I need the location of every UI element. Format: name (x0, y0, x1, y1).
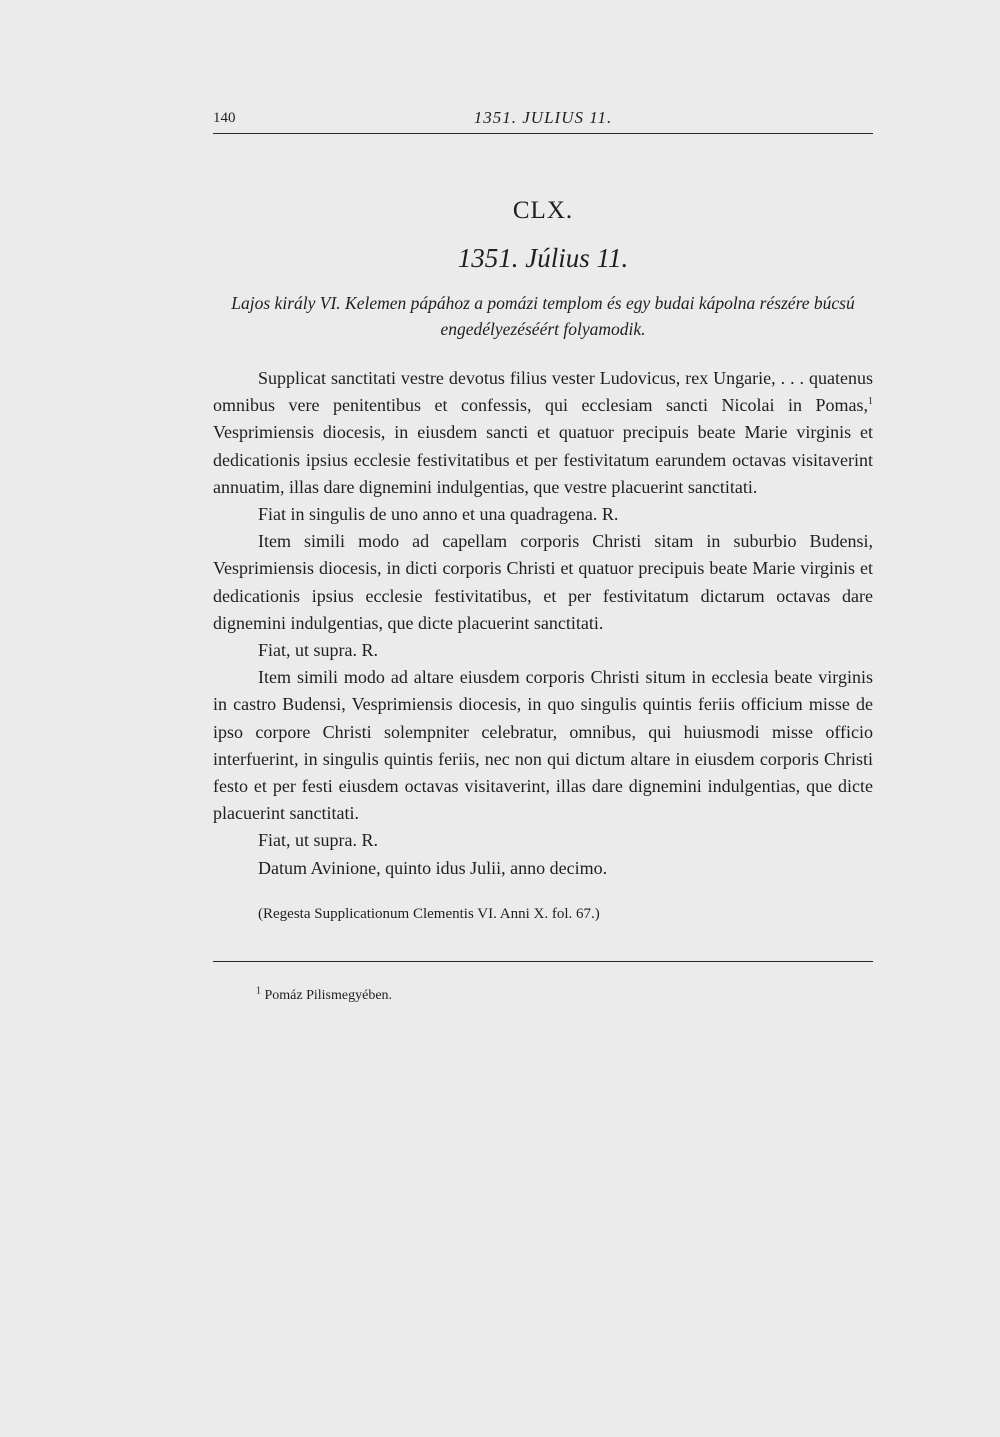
paragraph (213, 637, 873, 664)
footnote-text: Pomáz Pilismegyében. (261, 988, 393, 1003)
paragraph-text: Fiat in singulis de uno anno et una quadragena. R. (258, 504, 619, 525)
running-title: 1351. JULIUS 11. (473, 108, 613, 127)
footnote (256, 985, 393, 1004)
paragraph-text: Fiat, ut supra. R. (258, 830, 378, 851)
paragraph-text: Fiat, ut supra. R. (258, 640, 378, 661)
document-summary: Lajos király VI. Kelemen pápához a pomázi templom és egy budai kápolna részére búcsú engedélyezéséért folyamodik. (231, 293, 855, 339)
document-number: CLX. (512, 197, 574, 224)
footnote-marker: 1 (256, 985, 261, 997)
header-rule (213, 133, 873, 134)
footnote-ref: 1 (868, 396, 873, 408)
document-date: 1351. Július 11. (457, 243, 629, 273)
paragraph-text: Item simili modo ad capellam corporis Christi sitam in suburbio Budensi, Vesprimiensis diocesis, in dicti corporis Christi et quatuor precipuis beate Marie virginis et dedicationis ipsius ecclesie festivitatibus, et per festivitatum dictarum octavas dare dignemini indulgentias, que dicte placuerint sanctitati. (213, 531, 873, 633)
page-number: 140 (213, 110, 236, 126)
paragraph (213, 827, 873, 854)
paragraph (213, 664, 873, 827)
footnote-rule (213, 961, 873, 962)
paragraph-text: Datum Avinione, quinto idus Julii, anno decimo. (258, 857, 608, 878)
source-citation: (Regesta Supplicationum Clementis VI. Anni X. fol. 67.) (258, 906, 600, 922)
page-header (213, 108, 873, 134)
paragraph (213, 501, 873, 528)
paragraph (213, 365, 873, 501)
paragraph (213, 855, 873, 882)
paragraph (213, 528, 873, 637)
document-body (213, 365, 873, 882)
paragraph-text: Vesprimiensis diocesis, in eiusdem sancti et quatuor precipuis beate Marie virginis et dedicationis ipsius ecclesie festivitatibus et per festivitatum earundem octavas visitaverint annuatim, illas dare dignemini indulgentias, que vestre placuerint sanctitati. (213, 422, 873, 497)
paragraph-text: Supplicat sanctitati vestre devotus filius vester Ludovicus, rex Ungarie, . . . quatenus omnibus vere penitentibus et confessis, qui ecclesiam sancti Nicolai in Pomas, (213, 368, 873, 416)
paragraph-text: Item simili modo ad altare eiusdem corporis Christi situm in ecclesia beate virginis in castro Budensi, Vesprimiensis diocesis, in quo singulis quintis feriis officium misse de ipso corpore Christi solempniter celebratur, omnibus, qui huiusmodi misse officio interfuerint, in singulis quintis feriis, nec non qui dictum altare in eiusdem corporis Christi festo et per festi eiusdem octavas visitaverint, illas dare dignemini indulgentias, que dicte placuerint sanctitati. (213, 667, 873, 824)
